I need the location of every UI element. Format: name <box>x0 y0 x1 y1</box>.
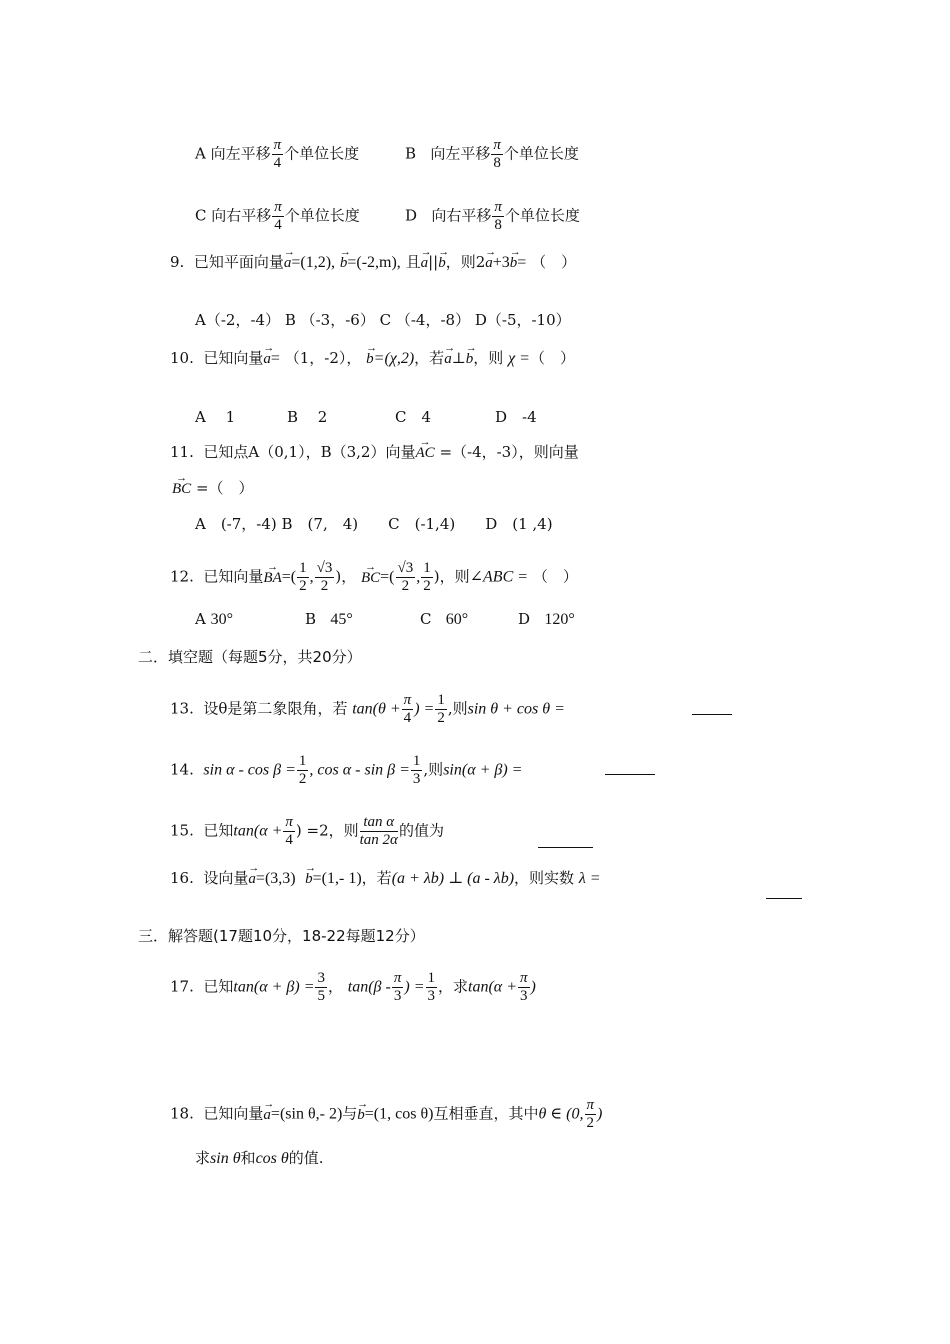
q16-stem: 16. 设向量→ a=(3,3) → b=(1,- 1)，若(a + λb) ⊥ (a - λb)，则实数 λ = <box>170 868 601 889</box>
fraction: $\frac{\text{tan α}}{\tan 2\alpha}$ <box>359 814 398 848</box>
fraction: $\frac{1}{3}$ <box>427 970 435 1004</box>
fraction: $\frac{1}{2}$ <box>299 560 307 594</box>
fraction: $\frac{\pi}{3}$ <box>393 970 402 1004</box>
section-3-title: 三．解答题(17题10分，18-22每题12分） <box>138 927 425 945</box>
vector-b: → b <box>438 253 446 273</box>
fraction: $\frac{\pi}{4}$ <box>274 199 282 233</box>
fraction: $\frac{\pi}{8}$ <box>493 137 501 171</box>
q8-option-c: C 向右平移 $\frac{\pi}{4}$ 个单位长度 <box>195 199 360 233</box>
fraction: $\frac{\pi}{2}$ <box>586 1097 595 1131</box>
q12-options: A 30° B 45° C 60° D 120° <box>195 610 575 628</box>
q10-stem: 10. 已知向量→ a= （1，-2）， → b=(χ,2)，若→ a⊥→ b，则 χ =（ ） <box>170 348 575 369</box>
q13-stem: 13. 设θ是第二象限角，若 tan(θ + $\frac{\pi}{4}$ ) = $\frac{1}{2}$ ,则sin θ + cos θ = <box>170 692 565 726</box>
fraction: $\frac{1}{2}$ <box>437 692 445 726</box>
vector-a: → a <box>421 253 429 273</box>
vector-b: → b <box>366 349 374 369</box>
q16-answer-blank[interactable] <box>766 878 802 899</box>
q9-stem: 9. 已知平面向量→ a=(1,2), → b=(-2,m), 且→ a||→ b，则2→ a+3→ b= （ ） <box>170 252 576 273</box>
vector-a: → a <box>284 253 292 273</box>
fraction: $\frac{√3}{2}$ <box>397 560 414 594</box>
q15-stem: 15. 已知tan(α + $\frac{\pi}{4}$ ) =2，则 $\frac{\text{tan α}}{\tan 2\alpha}$ 的值为 <box>170 814 444 848</box>
q8-option-d: D 向右平移 $\frac{\pi}{8}$ 个单位长度 <box>405 199 580 233</box>
q18-stem: 18. 已知向量→ a=(sin θ,- 2)与→ b=(1, cos θ)互相垂直，其中θ ∈ (0, $\frac{\pi}{2}$ ) <box>170 1097 602 1132</box>
q15-answer-blank[interactable] <box>538 827 593 848</box>
fraction: $\frac{1}{2}$ <box>298 753 307 787</box>
q8-option-b: B 向左平移 $\frac{\pi}{8}$ 个单位长度 <box>405 137 579 171</box>
q10-options: A 1 B 2 C 4 D -4 <box>195 408 537 426</box>
q13-answer-blank[interactable] <box>692 694 732 715</box>
section-2-title: 二．填空题（每题5分，共20分） <box>138 648 362 666</box>
q9-options: A（-2，-4） B （-3，-6） C （-4，-8） D（-5，-10） <box>195 311 571 329</box>
fraction: $\frac{\pi}{4}$ <box>403 692 412 726</box>
fraction: $\frac{1}{3}$ <box>412 753 421 787</box>
vector-bc: → BC <box>172 479 191 499</box>
vector-a: → a <box>248 869 256 889</box>
q8-option-a: A 向左平移 $\frac{\pi}{4}$ 个单位长度 <box>195 137 360 171</box>
q11-stem: 11. 已知点A（0,1），B（3,2）向量→ AC =（-4，-3），则向量 <box>170 442 579 463</box>
vector-ba: → BA <box>263 568 281 588</box>
vector-a: → a <box>444 349 452 369</box>
q14-answer-blank[interactable] <box>605 754 655 775</box>
vector-ac: → AC <box>415 443 434 463</box>
vector-bc: → BC <box>361 568 380 588</box>
q12-stem: 12. 已知向量→ BA=( $\frac{1}{2}$ , $\frac{√3}{2}$ )， → BC=( $\frac{√3}{2}$ , $\frac{1}{2}$ )，则∠ABC = （ ） <box>170 560 578 595</box>
fraction: $\frac{\pi}{3}$ <box>519 970 528 1004</box>
vector-a: → a <box>485 253 493 273</box>
q18-stem-line2: 求sin θ和cos θ的值. <box>195 1149 324 1167</box>
vector-b: → b <box>466 349 474 369</box>
fraction: $\frac{\pi}{4}$ <box>285 814 293 848</box>
q11-stem-line2: → BC =（ ） <box>172 478 254 499</box>
fraction: $\frac{3}{5}$ <box>317 970 325 1004</box>
q11-options: A (-7，-4) B (7, 4) C (-1,4) D (1 ,4) <box>195 515 553 533</box>
vector-b: → b <box>357 1105 365 1125</box>
q14-stem: 14. sin α - cos β = $\frac{1}{2}$ , cos α - sin β = $\frac{1}{3}$ ,则sin(α + β) = <box>170 753 523 787</box>
vector-a: → a <box>263 349 271 369</box>
vector-a: → a <box>263 1105 271 1125</box>
fraction: $\frac{\pi}{4}$ <box>273 137 282 171</box>
fraction: $\frac{√3}{2}$ <box>316 560 333 594</box>
vector-b: → b <box>305 869 313 889</box>
vector-b: → b <box>510 253 518 273</box>
q17-stem: 17. 已知tan(α + β) = $\frac{3}{5}$ ， tan(β - $\frac{\pi}{3}$ ) = $\frac{1}{3}$ ，求tan(α + $\frac{\pi}{3}$ ) <box>170 970 536 1004</box>
fraction: $\frac{\pi}{8}$ <box>494 199 502 233</box>
vector-b: → b <box>340 253 348 273</box>
fraction: $\frac{1}{2}$ <box>423 560 431 594</box>
